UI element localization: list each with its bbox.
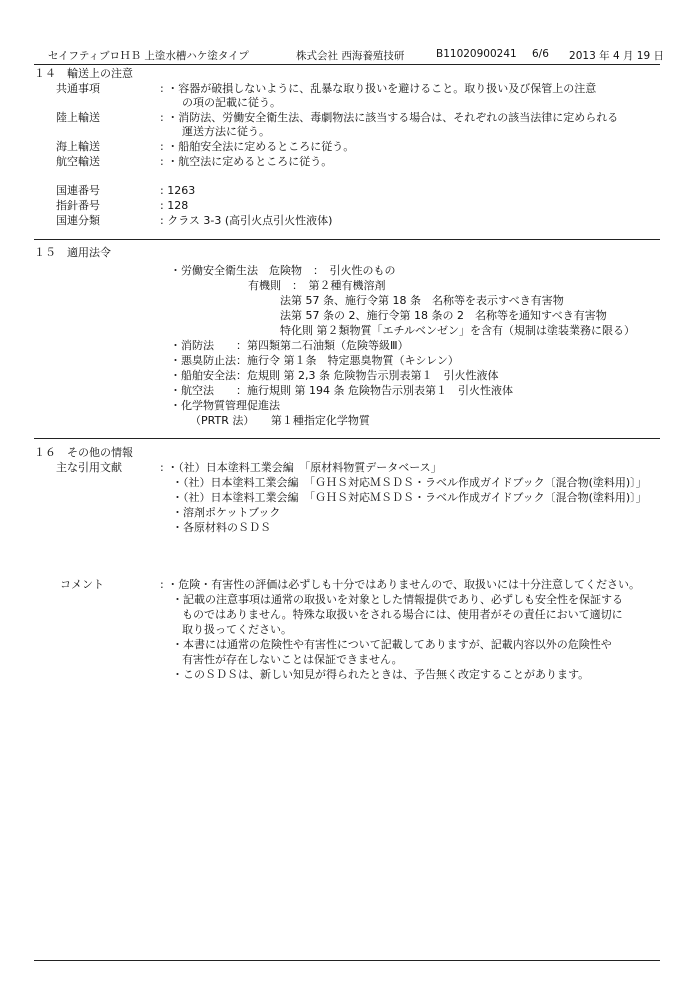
comment-line: ・記載の注意事項は通常の取扱いを対象とした情報提供であり、必ずしも安全性を保証する (172, 593, 623, 606)
law-line: 特化則 第２類物質「エチルベンゼン」を含有（規制は塗装業務に限る） (280, 324, 635, 337)
comment-line: ・本書には通常の危険性や有害性について記載してありますが、記載内容以外の危険性や (172, 638, 612, 651)
row-text: : クラス 3-3 (高引火点引火性液体) (160, 214, 333, 227)
comment-line: 有害性が存在しないことは保証できません。 (182, 653, 403, 666)
row-text: : ・消防法、労働安全衛生法、毒劇物法に該当する場合は、それぞれの該当法律に定められる (160, 111, 619, 124)
row-label: 海上輸送 (56, 140, 100, 153)
row-label: 陸上輸送 (56, 111, 100, 124)
reference-item: ・（社）日本塗料工業会編 「ＧＨＳ対応ＭＳＤＳ・ラベル作成ガイドブック〔混合物(塗料用)〕」 (172, 491, 647, 504)
header-rule (34, 64, 660, 65)
law-line: ・化学物質管理促進法 (170, 399, 280, 412)
row-label: 航空輸送 (56, 155, 100, 168)
section-14-rule (34, 239, 660, 240)
document-title: セイフティブロＨＢ 上塗水槽ハケ塗タイプ (48, 50, 249, 62)
law-line: 法第 57 条、施行令第 18 条 名称等を表示すべき有害物 (280, 294, 564, 307)
references-label: 主な引用文献 (56, 461, 122, 474)
law-line: ・船舶安全法：危規則 第 2,3 条 危険物告示別表第１ 引火性液体 (170, 369, 499, 382)
reference-item: ・溶剤ポケットブック (172, 506, 281, 519)
reference-item: ・各原材料のＳＤＳ (172, 521, 271, 534)
row-label: 共通事項 (56, 82, 100, 95)
law-line: ・労働安全衛生法 危険物 ： 引火性のもの (170, 264, 396, 277)
law-line: ・悪臭防止法：施行令 第１条 特定悪臭物質（キシレン） (170, 354, 459, 367)
comment-line: : ・危険・有害性の評価は必ずしも十分ではありませんので、取扱いには十分注意してください。 (160, 578, 640, 591)
comment-line: ものではありません。特殊な取扱いをされる場合には、使用者がその責任において適切に (182, 608, 623, 621)
document-code: B11020900241 (436, 48, 517, 60)
reference-item: ・（社）日本塗料工業会編 「ＧＨＳ対応ＭＳＤＳ・ラベル作成ガイドブック〔混合物(塗料用)〕」 (172, 476, 647, 489)
row-text: : ・船舶安全法に定めるところに従う。 (160, 140, 355, 153)
row-text: : ・容器が破損しないように、乱暴な取り扱いを避けること。取り扱い及び保管上の注意 (160, 82, 597, 95)
section-15-rule (34, 438, 660, 439)
row-label: 国連番号 (56, 184, 100, 197)
row-text: : 128 (160, 199, 189, 212)
comment-line: 取り扱ってください。 (182, 623, 292, 636)
company-name: 株式会社 西海養殖技研 (296, 50, 405, 62)
row-label: 指針番号 (56, 199, 100, 212)
section-16-heading: １６ その他の情報 (34, 446, 133, 459)
row-text: 運送方法に従う。 (182, 125, 270, 138)
page-number: 6/6 (532, 48, 549, 60)
reference-item: : ・（社）日本塗料工業会編 「原材料物質データベース」 (160, 461, 442, 474)
row-label: 国連分類 (56, 214, 100, 227)
row-text: の項の記載に従う。 (182, 96, 281, 109)
law-line: 有機則 ： 第２種有機溶剤 (248, 279, 386, 292)
row-text: : 1263 (160, 184, 196, 197)
law-line: 法第 57 条の 2、施行令第 18 条の 2 名称等を通知すべき有害物 (280, 309, 607, 322)
section-15-heading: １５ 適用法令 (34, 246, 111, 259)
comment-label: コメント (60, 578, 104, 591)
law-line: ・航空法 ：施行規則 第 194 条 危険物告示別表第１ 引火性液体 (170, 384, 513, 397)
comment-line: ・このＳＤＳは、新しい知見が得られたときは、予告無く改定することがあります。 (172, 668, 590, 681)
footer-rule (34, 960, 660, 961)
law-line: ・消防法 ：第四類第二石油類（危険等級Ⅲ） (170, 339, 409, 352)
row-text: : ・航空法に定めるところに従う。 (160, 155, 333, 168)
issue-date: 2013 年 4 月 19 日 (569, 50, 664, 62)
law-line: （PRTR 法） 第１種指定化学物質 (190, 414, 370, 427)
section-14-heading: １４ 輸送上の注意 (34, 67, 133, 80)
